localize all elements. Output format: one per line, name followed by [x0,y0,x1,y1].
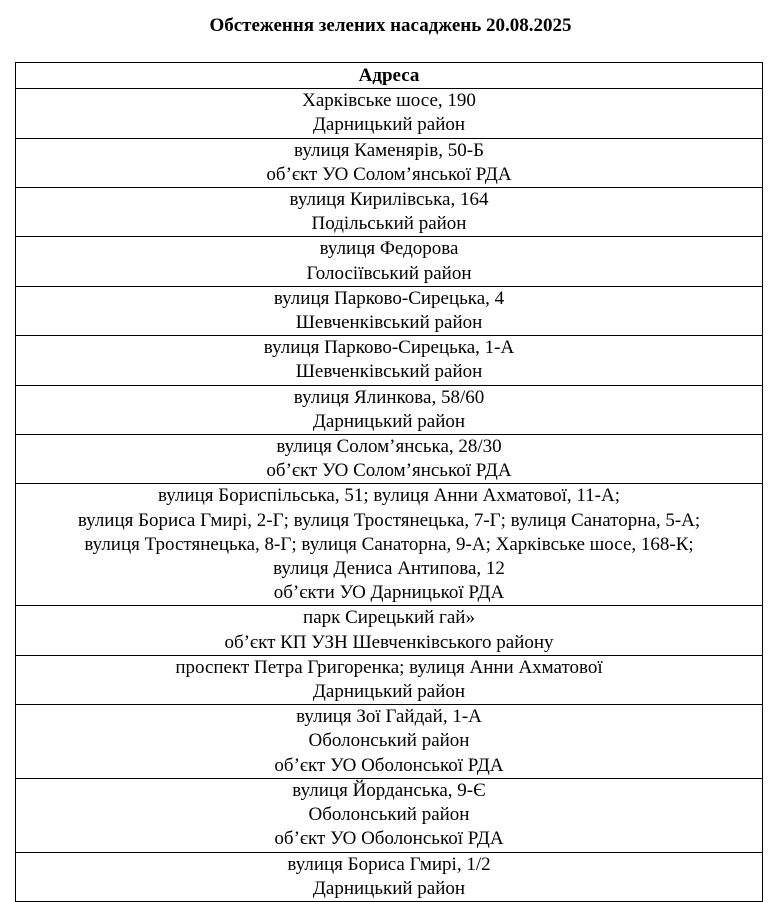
table-row [16,286,763,335]
address-cell [16,336,763,385]
address-line: об’єкт УО Оболонської РДА [274,828,504,850]
address-line: проспект Петра Григоренка; вулиця Анни Ахматової [175,656,603,678]
address-line: Дарницький район [312,410,466,432]
address-line: вулиця Ялинкова, 58/60 [293,386,485,408]
address-cell [16,435,763,484]
address-line: вулиця Бориспільська, 51; вулиця Анни Ахматової, 11-А; [157,485,621,507]
address-line: Дарницький район [312,681,466,703]
document-title: Обстеження зелених насаджень 20.08.2025 [209,15,572,36]
address-line: вулиця Парково-Сирецька, 1-А [263,337,515,359]
address-line: об’єкт УО Солом’янської РДА [266,163,512,185]
table-row [16,435,763,484]
address-line: Дарницький район [312,114,466,136]
table-row [16,705,763,779]
address-cell [16,655,763,704]
address-cell [16,852,763,901]
table-row [16,188,763,237]
address-table [15,62,763,902]
address-line: Шевченківський район [295,361,483,383]
address-line: вулиця Бориса Гмирі, 1/2 [287,853,491,875]
address-line: Подільський район [311,213,467,235]
address-cell [16,606,763,655]
address-cell [16,484,763,606]
address-line: Оболонський район [308,730,470,752]
address-cell [16,188,763,237]
table-header-row [16,63,763,89]
address-line: вулиця Федорова [319,238,459,260]
address-line: Оболонський район [308,804,470,826]
table-row [16,89,763,138]
address-line: об’єкт КП УЗН Шевченківського району [224,631,554,653]
address-cell [16,237,763,286]
address-line: Харківське шосе, 190 [302,90,476,112]
address-line: вулиця Кирилівська, 164 [289,189,489,211]
address-cell [16,778,763,852]
address-cell [16,385,763,434]
address-line: вулиця Тростянецька, 8-Г; вулиця Санаторна, 9-А; Харківське шосе, 168-К; [84,533,694,555]
address-line: вулиця Зої Гайдай, 1-А [296,706,482,728]
address-line: вулиця Бориса Гмирі, 2-Г; вулиця Тростянецька, 7-Г; вулиця Санаторна, 5-А; [77,509,701,531]
table-row [16,237,763,286]
table-row [16,484,763,606]
table-row [16,852,763,901]
address-line: вулиця Каменярів, 50-Б [294,139,484,161]
address-line: вулиця Йорданська, 9-Є [292,779,486,801]
table-row [16,606,763,655]
address-line: вулиця Солом’янська, 28/30 [276,436,502,458]
address-cell [16,286,763,335]
address-line: об’єкт УО Оболонської РДА [274,754,504,776]
address-cell [16,89,763,138]
column-header-address: Адреса [16,63,763,89]
table-row [16,138,763,187]
table-row [16,655,763,704]
address-line: парк Сирецький гай» [303,607,475,629]
table-row [16,336,763,385]
address-line: об’єкти УО Дарницької РДА [273,582,505,604]
address-line: вулиця Парково-Сирецька, 4 [273,287,505,309]
address-line: вулиця Дениса Антипова, 12 [273,558,505,580]
address-cell [16,705,763,779]
address-line: Шевченківський район [295,312,483,334]
address-cell [16,138,763,187]
table-row [16,385,763,434]
address-line: Голосіївський район [306,262,472,284]
table-row [16,778,763,852]
address-line: об’єкт УО Солом’янської РДА [266,460,512,482]
table-body [16,89,763,902]
address-line: Дарницький район [312,877,466,899]
